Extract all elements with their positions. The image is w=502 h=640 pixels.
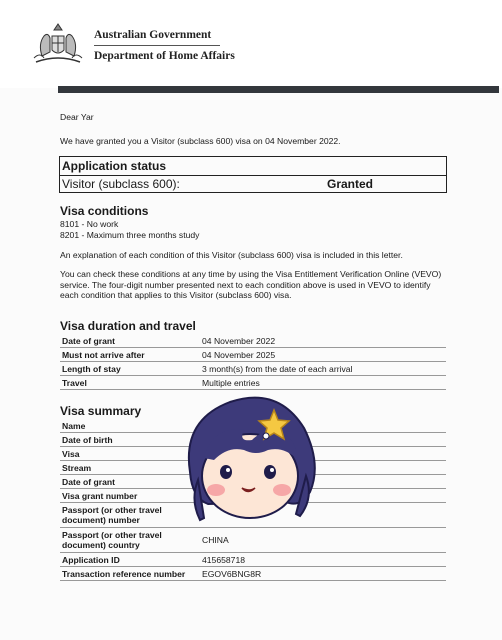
vevo-paragraph: You can check these conditions at any time by using the Visa Entitlement Verification Online (VEVO) service. The four-digit number presented next to each condition above is used in VEVO to identify each condition that applies to this Visitor (subclass 600) visa. <box>60 269 442 300</box>
visa-type-label: Visitor (subclass 600): <box>62 177 180 191</box>
conditions-explanation: An explanation of each condition of this Visitor (subclass 600) visa is included in this letter. <box>60 250 403 260</box>
greeting: Dear Yar <box>60 112 94 122</box>
row-label: Visa <box>60 447 200 461</box>
cartoon-girl-sticker-icon <box>168 380 328 540</box>
row-label: Date of grant <box>60 475 200 489</box>
government-name: Australian Government <box>94 29 212 41</box>
row-label: Must not arrive after <box>60 348 200 362</box>
header-divider <box>94 45 220 46</box>
row-value: EGOV6BNG8R <box>200 567 446 581</box>
row-label: Stream <box>60 461 200 475</box>
row-label: Name <box>60 419 200 433</box>
row-value: 3 month(s) from the date of each arrival <box>200 362 446 376</box>
visa-conditions-title: Visa conditions <box>60 204 149 218</box>
coat-of-arms-icon <box>30 18 86 70</box>
row-label: Visa grant number <box>60 489 200 503</box>
row-label: Date of birth <box>60 433 200 447</box>
status-divider <box>60 175 446 176</box>
table-row <box>60 334 446 348</box>
letter-header <box>0 0 502 88</box>
header-bar <box>58 86 499 93</box>
condition-item: 8201 - Maximum three months study <box>60 230 200 240</box>
row-label: Passport (or other travel document) number <box>60 503 200 528</box>
row-label: Date of grant <box>60 334 200 348</box>
table-row <box>60 362 446 376</box>
application-status-title: Application status <box>62 159 167 173</box>
row-value: 415658718 <box>200 553 446 567</box>
row-value: CHINA <box>200 528 446 553</box>
status-value: Granted <box>327 177 374 191</box>
row-value: 04 November 2022 <box>200 334 446 348</box>
table-row <box>60 567 446 581</box>
row-label: Length of stay <box>60 362 200 376</box>
table-row <box>60 348 446 362</box>
department-name: Department of Home Affairs <box>94 50 235 62</box>
row-value: 04 November 2025 <box>200 348 446 362</box>
row-label: Application ID <box>60 553 200 567</box>
visa-duration-title: Visa duration and travel <box>60 319 196 333</box>
row-label: Transaction reference number <box>60 567 200 581</box>
row-label: Travel <box>60 376 200 390</box>
visa-summary-title: Visa summary <box>60 404 142 418</box>
row-label: Passport (or other travel document) country <box>60 528 200 553</box>
application-status-box <box>59 156 447 193</box>
table-row <box>60 553 446 567</box>
row-value: Multiple entries <box>200 376 446 390</box>
grant-intro: We have granted you a Visitor (subclass 600) visa on 04 November 2022. <box>60 136 341 146</box>
condition-item: 8101 - No work <box>60 219 119 229</box>
